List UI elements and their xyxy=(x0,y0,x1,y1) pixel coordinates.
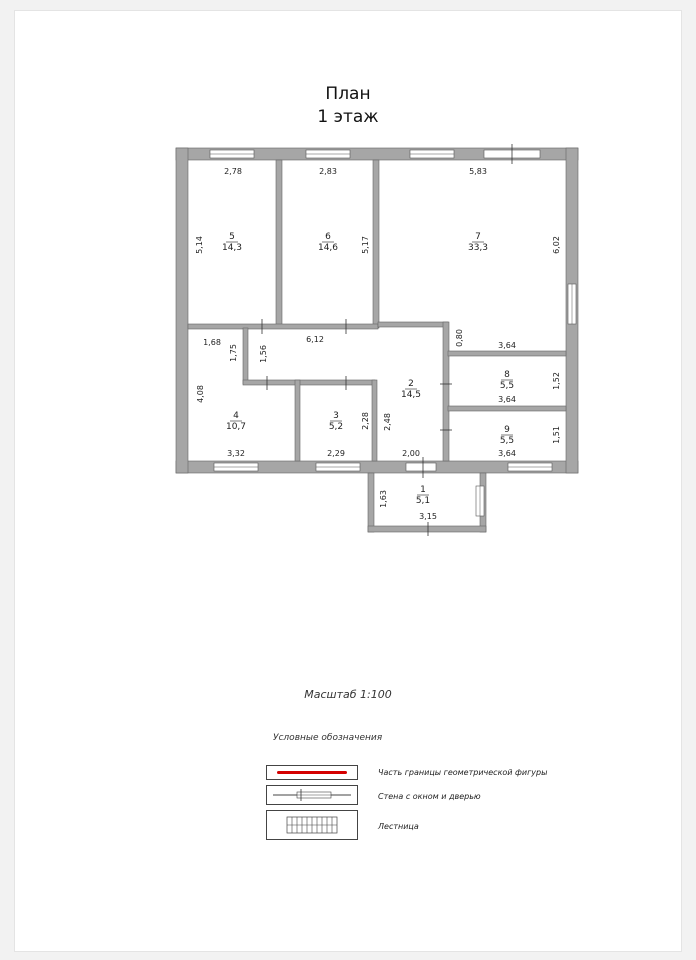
dim: 3,15 xyxy=(419,512,437,521)
wall-4-3 xyxy=(295,380,300,461)
door-entrance xyxy=(406,463,436,471)
dim: 2,29 xyxy=(327,449,345,458)
dim: 6,02 xyxy=(552,236,561,254)
wall-3-2 xyxy=(372,380,377,461)
wall-2-east xyxy=(443,322,449,461)
legend-title: Условные обозначения xyxy=(273,733,383,743)
wall-7-bottom xyxy=(378,322,448,327)
legend-wall-swatch xyxy=(266,785,358,805)
room-3-number: 3 xyxy=(333,411,339,421)
stairs-icon xyxy=(267,811,357,839)
room-9-area: 5,5 xyxy=(499,436,515,446)
room-5-area: 14,3 xyxy=(221,243,243,253)
wall-vestibule-left xyxy=(368,473,374,532)
legend-stairs-swatch xyxy=(266,810,358,840)
wall-window-icon xyxy=(267,786,357,804)
dim: 5,83 xyxy=(469,167,487,176)
dim: 1,68 xyxy=(203,338,221,347)
dim: 3,64 xyxy=(498,395,516,404)
dim: 2,28 xyxy=(361,412,370,430)
legend-label-wall: Стена с окном и дверью xyxy=(378,792,481,801)
dim: 2,48 xyxy=(383,413,392,431)
wall-5-6 xyxy=(276,160,282,328)
dim: 3,32 xyxy=(227,449,245,458)
floor-title: 1 этаж xyxy=(317,107,379,127)
dim: 1,75 xyxy=(229,344,238,362)
room-9-number: 9 xyxy=(504,425,510,435)
room-7-number: 7 xyxy=(475,232,481,242)
room-3-area: 5,2 xyxy=(328,422,344,432)
room-2-area: 14,5 xyxy=(400,390,422,400)
room-8-area: 5,5 xyxy=(499,381,515,391)
legend-label-boundary: Часть границы геометрической фигуры xyxy=(378,768,548,777)
dim: 3,64 xyxy=(498,449,516,458)
door-marks xyxy=(262,144,515,536)
room-8-number: 8 xyxy=(504,370,510,380)
plan-title: План xyxy=(325,84,371,104)
room-5-number: 5 xyxy=(229,232,235,242)
room-7-area: 33,3 xyxy=(467,243,489,253)
dim: 6,12 xyxy=(306,335,324,344)
legend-label-stairs: Лестница xyxy=(378,822,419,831)
room-6-area: 14,6 xyxy=(317,243,339,253)
dim: 4,08 xyxy=(196,385,205,403)
dim: 2,78 xyxy=(224,167,242,176)
dim: 0,80 xyxy=(455,329,464,347)
room-4-area: 10,7 xyxy=(225,422,247,432)
dim: 2,00 xyxy=(402,449,420,458)
dim: 5,17 xyxy=(361,236,370,254)
wall-hall-3-top xyxy=(243,380,375,385)
dim: 1,56 xyxy=(259,345,268,363)
wall-top-row xyxy=(188,324,378,329)
dim: 1,52 xyxy=(552,372,561,390)
walls xyxy=(176,148,578,532)
wall-left xyxy=(176,148,188,473)
red-line-icon xyxy=(277,771,347,774)
room-2-number: 2 xyxy=(408,379,414,389)
wall-hall-notch xyxy=(243,328,248,384)
dim: 1,51 xyxy=(552,426,561,444)
wall-6-7 xyxy=(373,160,379,328)
room-6-number: 6 xyxy=(325,232,331,242)
dim: 2,83 xyxy=(319,167,337,176)
wall-7-8 xyxy=(448,351,566,356)
dim: 1,63 xyxy=(379,490,388,508)
dim: 3,64 xyxy=(498,341,516,350)
wall-vestibule-bottom xyxy=(368,526,486,532)
room-1-number: 1 xyxy=(420,485,426,495)
legend-boundary-swatch xyxy=(266,765,358,780)
wall-8-9 xyxy=(448,406,566,411)
room-4-number: 4 xyxy=(233,411,239,421)
scale-label: Масштаб 1:100 xyxy=(304,688,392,701)
dim: 5,14 xyxy=(195,236,204,254)
room-1-area: 5,1 xyxy=(415,496,431,506)
